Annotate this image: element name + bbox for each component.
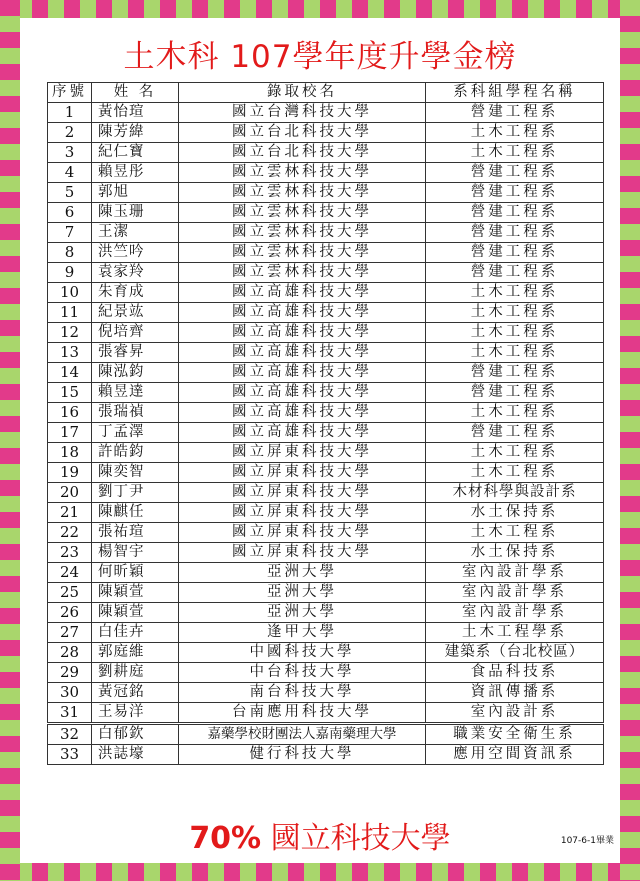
cell-school: 國立高雄科技大學 bbox=[179, 283, 426, 303]
footer-text: 國立科技大學 bbox=[270, 821, 451, 856]
cell-name: 袁家羚 bbox=[92, 263, 179, 283]
cell-dept: 土木工程系 bbox=[426, 523, 604, 543]
cell-dept: 營建工程系 bbox=[426, 203, 604, 223]
cell-dept: 土木工程系 bbox=[426, 343, 604, 363]
cell-dept: 土木工程系 bbox=[426, 303, 604, 323]
table-row bbox=[48, 423, 604, 443]
cell-name: 洪誌壕 bbox=[92, 745, 179, 765]
cell-school: 健行科技大學 bbox=[179, 745, 426, 765]
cell-seq: 13 bbox=[48, 343, 92, 363]
cell-dept: 營建工程系 bbox=[426, 163, 604, 183]
cell-dept: 室內設計學系 bbox=[426, 603, 604, 623]
table-row bbox=[48, 203, 604, 223]
cell-school: 台南應用科技大學 bbox=[179, 703, 426, 724]
table-row bbox=[48, 283, 604, 303]
cell-dept: 營建工程系 bbox=[426, 103, 604, 123]
cell-dept: 室內設計學系 bbox=[426, 583, 604, 603]
table-row bbox=[48, 663, 604, 683]
cell-seq: 1 bbox=[48, 103, 92, 123]
cell-seq: 31 bbox=[48, 703, 92, 724]
table-row bbox=[48, 745, 604, 765]
table-row bbox=[48, 683, 604, 703]
cell-school: 國立屏東科技大學 bbox=[179, 483, 426, 503]
cell-school: 國立屏東科技大學 bbox=[179, 463, 426, 483]
cell-seq: 6 bbox=[48, 203, 92, 223]
cell-school: 國立高雄科技大學 bbox=[179, 343, 426, 363]
cell-name: 陳麒任 bbox=[92, 503, 179, 523]
cell-school: 國立高雄科技大學 bbox=[179, 383, 426, 403]
cell-school: 亞洲大學 bbox=[179, 603, 426, 623]
cell-name: 黃怡瑄 bbox=[92, 103, 179, 123]
table-row bbox=[48, 263, 604, 283]
cell-school: 國立高雄科技大學 bbox=[179, 403, 426, 423]
table-row bbox=[48, 123, 604, 143]
cell-dept: 土木工程系 bbox=[426, 463, 604, 483]
cell-dept: 土木工程系 bbox=[426, 443, 604, 463]
cell-dept: 職業安全衛生系 bbox=[426, 724, 604, 745]
cell-dept: 營建工程系 bbox=[426, 263, 604, 283]
cell-dept: 土木工程系 bbox=[426, 143, 604, 163]
cell-seq: 23 bbox=[48, 543, 92, 563]
cell-dept: 食品科技系 bbox=[426, 663, 604, 683]
cell-school: 國立高雄科技大學 bbox=[179, 323, 426, 343]
cell-seq: 20 bbox=[48, 483, 92, 503]
cell-school: 亞洲大學 bbox=[179, 583, 426, 603]
cell-name: 陳穎萱 bbox=[92, 583, 179, 603]
cell-seq: 5 bbox=[48, 183, 92, 203]
table-row bbox=[48, 643, 604, 663]
admissions-table bbox=[47, 82, 604, 765]
cell-school: 國立雲林科技大學 bbox=[179, 243, 426, 263]
table-row bbox=[48, 603, 604, 623]
cell-seq: 19 bbox=[48, 463, 92, 483]
table-row bbox=[48, 403, 604, 423]
cell-dept: 資訊傳播系 bbox=[426, 683, 604, 703]
cell-name: 王潔 bbox=[92, 223, 179, 243]
cell-seq: 16 bbox=[48, 403, 92, 423]
cell-school: 嘉藥學校財團法人嘉南藥理大學 bbox=[179, 724, 426, 745]
cell-name: 賴昱達 bbox=[92, 383, 179, 403]
cell-name: 洪竺吟 bbox=[92, 243, 179, 263]
cell-seq: 18 bbox=[48, 443, 92, 463]
cell-seq: 12 bbox=[48, 323, 92, 343]
cell-name: 朱育成 bbox=[92, 283, 179, 303]
cell-name: 張祐瑄 bbox=[92, 523, 179, 543]
cell-school: 國立雲林科技大學 bbox=[179, 223, 426, 243]
cell-dept: 營建工程系 bbox=[426, 223, 604, 243]
cell-school: 國立台北科技大學 bbox=[179, 143, 426, 163]
cell-school: 中台科技大學 bbox=[179, 663, 426, 683]
cell-school: 國立高雄科技大學 bbox=[179, 423, 426, 443]
table-row bbox=[48, 623, 604, 643]
cell-name: 白佳卉 bbox=[92, 623, 179, 643]
cell-seq: 33 bbox=[48, 745, 92, 765]
table-row bbox=[48, 183, 604, 203]
cell-school: 國立高雄科技大學 bbox=[179, 363, 426, 383]
cell-seq: 17 bbox=[48, 423, 92, 443]
table-row bbox=[48, 483, 604, 503]
cell-dept: 土木工程系 bbox=[426, 323, 604, 343]
cell-seq: 25 bbox=[48, 583, 92, 603]
footer-percent: 70% bbox=[189, 821, 262, 856]
cell-name: 郭庭維 bbox=[92, 643, 179, 663]
cell-school: 國立高雄科技大學 bbox=[179, 303, 426, 323]
cell-dept: 水土保持系 bbox=[426, 543, 604, 563]
table-row bbox=[48, 343, 604, 363]
cell-seq: 4 bbox=[48, 163, 92, 183]
cell-name: 張瑞禎 bbox=[92, 403, 179, 423]
table-row bbox=[48, 703, 604, 724]
cell-dept: 營建工程系 bbox=[426, 423, 604, 443]
cell-dept: 土木工程系 bbox=[426, 283, 604, 303]
cell-seq: 28 bbox=[48, 643, 92, 663]
cell-seq: 30 bbox=[48, 683, 92, 703]
cell-name: 白郁欽 bbox=[92, 724, 179, 745]
table-row bbox=[48, 523, 604, 543]
cell-seq: 29 bbox=[48, 663, 92, 683]
table-row bbox=[48, 103, 604, 123]
cell-seq: 21 bbox=[48, 503, 92, 523]
cell-school: 南台科技大學 bbox=[179, 683, 426, 703]
cell-seq: 26 bbox=[48, 603, 92, 623]
cell-seq: 22 bbox=[48, 523, 92, 543]
cell-dept: 水土保持系 bbox=[426, 503, 604, 523]
cell-dept: 土木工程系 bbox=[426, 403, 604, 423]
table-row bbox=[48, 323, 604, 343]
cell-dept: 應用空間資訊系 bbox=[426, 745, 604, 765]
cell-seq: 15 bbox=[48, 383, 92, 403]
cell-school: 國立雲林科技大學 bbox=[179, 263, 426, 283]
cell-name: 陳泓鈞 bbox=[92, 363, 179, 383]
header-dept: 系科組學程名稱 bbox=[426, 83, 604, 103]
table-row bbox=[48, 363, 604, 383]
cell-school: 國立屏東科技大學 bbox=[179, 443, 426, 463]
cell-school: 亞洲大學 bbox=[179, 563, 426, 583]
table-row bbox=[48, 724, 604, 745]
cell-dept: 營建工程系 bbox=[426, 183, 604, 203]
table-row bbox=[48, 303, 604, 323]
cell-school: 國立台灣科技大學 bbox=[179, 103, 426, 123]
cell-seq: 27 bbox=[48, 623, 92, 643]
cell-school: 國立雲林科技大學 bbox=[179, 163, 426, 183]
cell-seq: 10 bbox=[48, 283, 92, 303]
table-row bbox=[48, 163, 604, 183]
cell-name: 賴昱彤 bbox=[92, 163, 179, 183]
cell-school: 國立屏東科技大學 bbox=[179, 543, 426, 563]
cell-dept: 室內設計系 bbox=[426, 703, 604, 724]
cell-school: 國立雲林科技大學 bbox=[179, 203, 426, 223]
cell-dept: 建築系（台北校區） bbox=[426, 643, 604, 663]
header-school: 錄取校名 bbox=[179, 83, 426, 103]
cell-name: 丁孟澤 bbox=[92, 423, 179, 443]
header-name: 姓 名 bbox=[92, 83, 179, 103]
cell-name: 劉丁尹 bbox=[92, 483, 179, 503]
cell-name: 張睿昇 bbox=[92, 343, 179, 363]
cell-seq: 3 bbox=[48, 143, 92, 163]
table-row bbox=[48, 243, 604, 263]
page-title: 土木科 107學年度升學金榜 bbox=[123, 39, 517, 75]
poster-panel bbox=[20, 18, 620, 863]
cell-name: 何昕穎 bbox=[92, 563, 179, 583]
table-row bbox=[48, 143, 604, 163]
cell-seq: 2 bbox=[48, 123, 92, 143]
table-row bbox=[48, 563, 604, 583]
cell-dept: 營建工程系 bbox=[426, 383, 604, 403]
cell-seq: 32 bbox=[48, 724, 92, 745]
cell-dept: 土木工程系 bbox=[426, 123, 604, 143]
print-stamp: 107-6-1畢業 bbox=[560, 836, 614, 846]
cell-name: 郭旭 bbox=[92, 183, 179, 203]
cell-dept: 營建工程系 bbox=[426, 363, 604, 383]
table-row bbox=[48, 223, 604, 243]
table-row bbox=[48, 383, 604, 403]
cell-school: 國立台北科技大學 bbox=[179, 123, 426, 143]
cell-name: 黃冠銘 bbox=[92, 683, 179, 703]
table-row bbox=[48, 503, 604, 523]
cell-name: 楊智宇 bbox=[92, 543, 179, 563]
cell-name: 陳穎萱 bbox=[92, 603, 179, 623]
cell-dept: 土木工程學系 bbox=[426, 623, 604, 643]
cell-school: 中國科技大學 bbox=[179, 643, 426, 663]
cell-school: 國立屏東科技大學 bbox=[179, 503, 426, 523]
cell-name: 陳玉珊 bbox=[92, 203, 179, 223]
header-seq: 序號 bbox=[48, 83, 92, 103]
table-header-row bbox=[48, 83, 604, 103]
table-row bbox=[48, 443, 604, 463]
cell-name: 劉耕庭 bbox=[92, 663, 179, 683]
cell-school: 國立雲林科技大學 bbox=[179, 183, 426, 203]
cell-seq: 11 bbox=[48, 303, 92, 323]
table-row bbox=[48, 543, 604, 563]
cell-name: 王易洋 bbox=[92, 703, 179, 724]
cell-dept: 營建工程系 bbox=[426, 243, 604, 263]
cell-seq: 8 bbox=[48, 243, 92, 263]
cell-name: 許皓鈞 bbox=[92, 443, 179, 463]
cell-seq: 14 bbox=[48, 363, 92, 383]
cell-school: 國立屏東科技大學 bbox=[179, 523, 426, 543]
cell-name: 陳芳緯 bbox=[92, 123, 179, 143]
cell-dept: 木材科學與設計系 bbox=[426, 483, 604, 503]
cell-name: 倪培齊 bbox=[92, 323, 179, 343]
table-body bbox=[48, 103, 604, 765]
footer-banner bbox=[20, 813, 620, 857]
cell-dept: 室內設計學系 bbox=[426, 563, 604, 583]
cell-name: 紀景竑 bbox=[92, 303, 179, 323]
table-row bbox=[48, 583, 604, 603]
cell-seq: 7 bbox=[48, 223, 92, 243]
cell-name: 紀仁寶 bbox=[92, 143, 179, 163]
cell-school: 逢甲大學 bbox=[179, 623, 426, 643]
cell-seq: 9 bbox=[48, 263, 92, 283]
cell-seq: 24 bbox=[48, 563, 92, 583]
cell-name: 陳奕智 bbox=[92, 463, 179, 483]
table-row bbox=[48, 463, 604, 483]
